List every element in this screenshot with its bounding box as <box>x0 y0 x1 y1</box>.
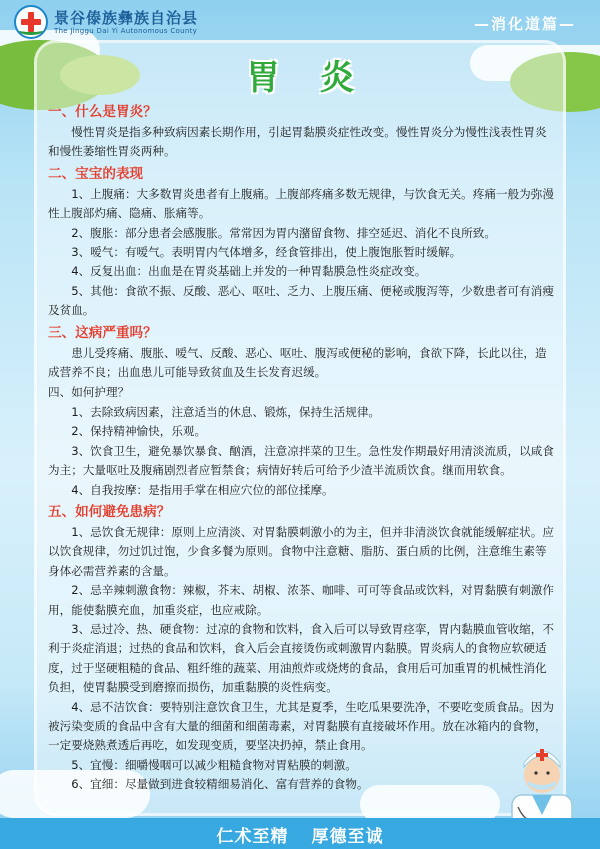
list-item: 5、宜慢：细嚼慢咽可以减少粗糙食物对胃粘膜的刺激。 <box>71 757 357 772</box>
series-label: —消化道篇— <box>473 15 576 33</box>
slogan-1: 仁术至精 <box>216 827 289 847</box>
list-item: 2、忌辛辣刺激食物：辣椒，芥末、胡椒、浓茶、咖啡、可可等食品或饮料，对胃黏膜有刺激作用，能使黏膜充血，加重炎症，也应戒除。 <box>48 583 554 617</box>
list-item: 2、保持精神愉快，乐观。 <box>71 424 207 439</box>
list-item: 4、自我按摩：是指用手掌在相应穴位的部位揉摩。 <box>71 482 334 497</box>
section-heading: 四、如何护理？ <box>48 385 130 400</box>
list-item: 6、宜细：尽量做到进食较精细易消化、富有营养的食物。 <box>71 777 369 792</box>
list-item: 2、腹胀：部分患者会感腹胀。常常因为胃内潴留食物、排空延迟、消化不良所致。 <box>71 225 496 240</box>
page-title: 胃炎 <box>246 58 394 98</box>
org-name-english: The Jinggu Dai Yi Autonomous County <box>54 27 198 35</box>
list-item: 3、忌过冷、热、硬食物：过凉的食物和饮料，食入后可以导致胃痉挛，胃内黏膜血管收缩，不利于炎症消退；过热的食品和饮料，食入后会直接烫伤或刺激胃内黏膜。胃炎病人的食物应软硬适度，过于坚硬粗糙的食品、粗纤维的蔬菜、用油煎炸或烧烤的食品，食用后可加重胃的机械性消化负担，使胃黏膜受到磨擦而损伤，加重黏膜的炎性病变。 <box>48 621 554 695</box>
paragraph: 患儿受疼痛、腹胀、嗳气、反酸、恶心、呕吐、腹泻或便秘的影响，食欲下降，长此以往，造成营养不良；出血患儿可能导致贫血及生长发育迟缓。 <box>48 345 547 380</box>
list-item: 5、其他：食欲不振、反酸、恶心、呕吐、乏力、上腹压痛、便秘或腹泻等，少数患者可有消瘦及贫血。 <box>48 283 554 318</box>
list-item: 3、饮食卫生，避免暴饮暴食、酗酒，注意凉拌菜的卫生。急性发作期最好用清淡流质，以咸食为主；大量呕吐及腹痛剧烈者应暂禁食；病情好转后可给予少渣半流质饮食。继而用软食。 <box>48 443 554 478</box>
footer-banner <box>0 818 600 849</box>
section-heading: 二、宝宝的表现 <box>48 165 144 182</box>
list-item: 1、忌饮食无规律：原则上应清淡、对胃黏膜刺激小的为主，但并非清淡饮食就能缓解症状。应以饮食规律，勿过饥过饱，少食多餐为原则。食物中注意糖、脂肪、蛋白质的比例，注意维生素等身体必需营养素的含量。 <box>48 524 554 578</box>
hospital-logo <box>14 5 48 39</box>
section-heading: 一、什么是胃炎？ <box>48 104 157 120</box>
list-item: 4、忌不洁饮食：要特别注意饮食卫生，尤其是夏季，生吃瓜果要洗净，不要吃变质食品。因为被污染变质的食品中含有大量的细菌和细菌毒素，对胃黏膜有直接破坏作用。放在冰箱内的食物，一定要烧熟煮透后再吃，如发现变质，要坚决扔掉，禁止食用。 <box>48 699 554 753</box>
list-item: 1、上腹痛：大多数胃炎患者有上腹痛。上腹部疼痛多数无规律，与饮食无关。疼痛一般为弥漫性上腹部灼痛、隐痛、胀痛等。 <box>48 186 554 221</box>
list-item: 1、去除致病因素，注意适当的休息、锻炼，保持生活规律。 <box>71 404 381 419</box>
section-heading: 三、这病严重吗？ <box>48 324 157 341</box>
section-heading: 五、如何避免患病？ <box>48 503 171 520</box>
paragraph: 慢性胃炎是指多种致病因素长期作用，引起胃黏膜炎症性改变。慢性胃炎分为慢性浅表性胃炎和慢性萎缩性胃炎两种。 <box>48 125 547 159</box>
org-name: 景谷傣族彝族自治县 <box>54 9 199 27</box>
list-item: 3、嗳气：有嗳气。表明胃内气体增多，经食管排出，使上腹饱胀暂时缓解。 <box>71 245 462 260</box>
slogan-2: 厚德至诚 <box>311 827 384 847</box>
list-item: 4、反复出血：出血是在胃炎基础上并发的一种胃黏膜急性炎症改变。 <box>71 264 427 279</box>
header <box>0 0 600 44</box>
article-body <box>48 100 558 795</box>
